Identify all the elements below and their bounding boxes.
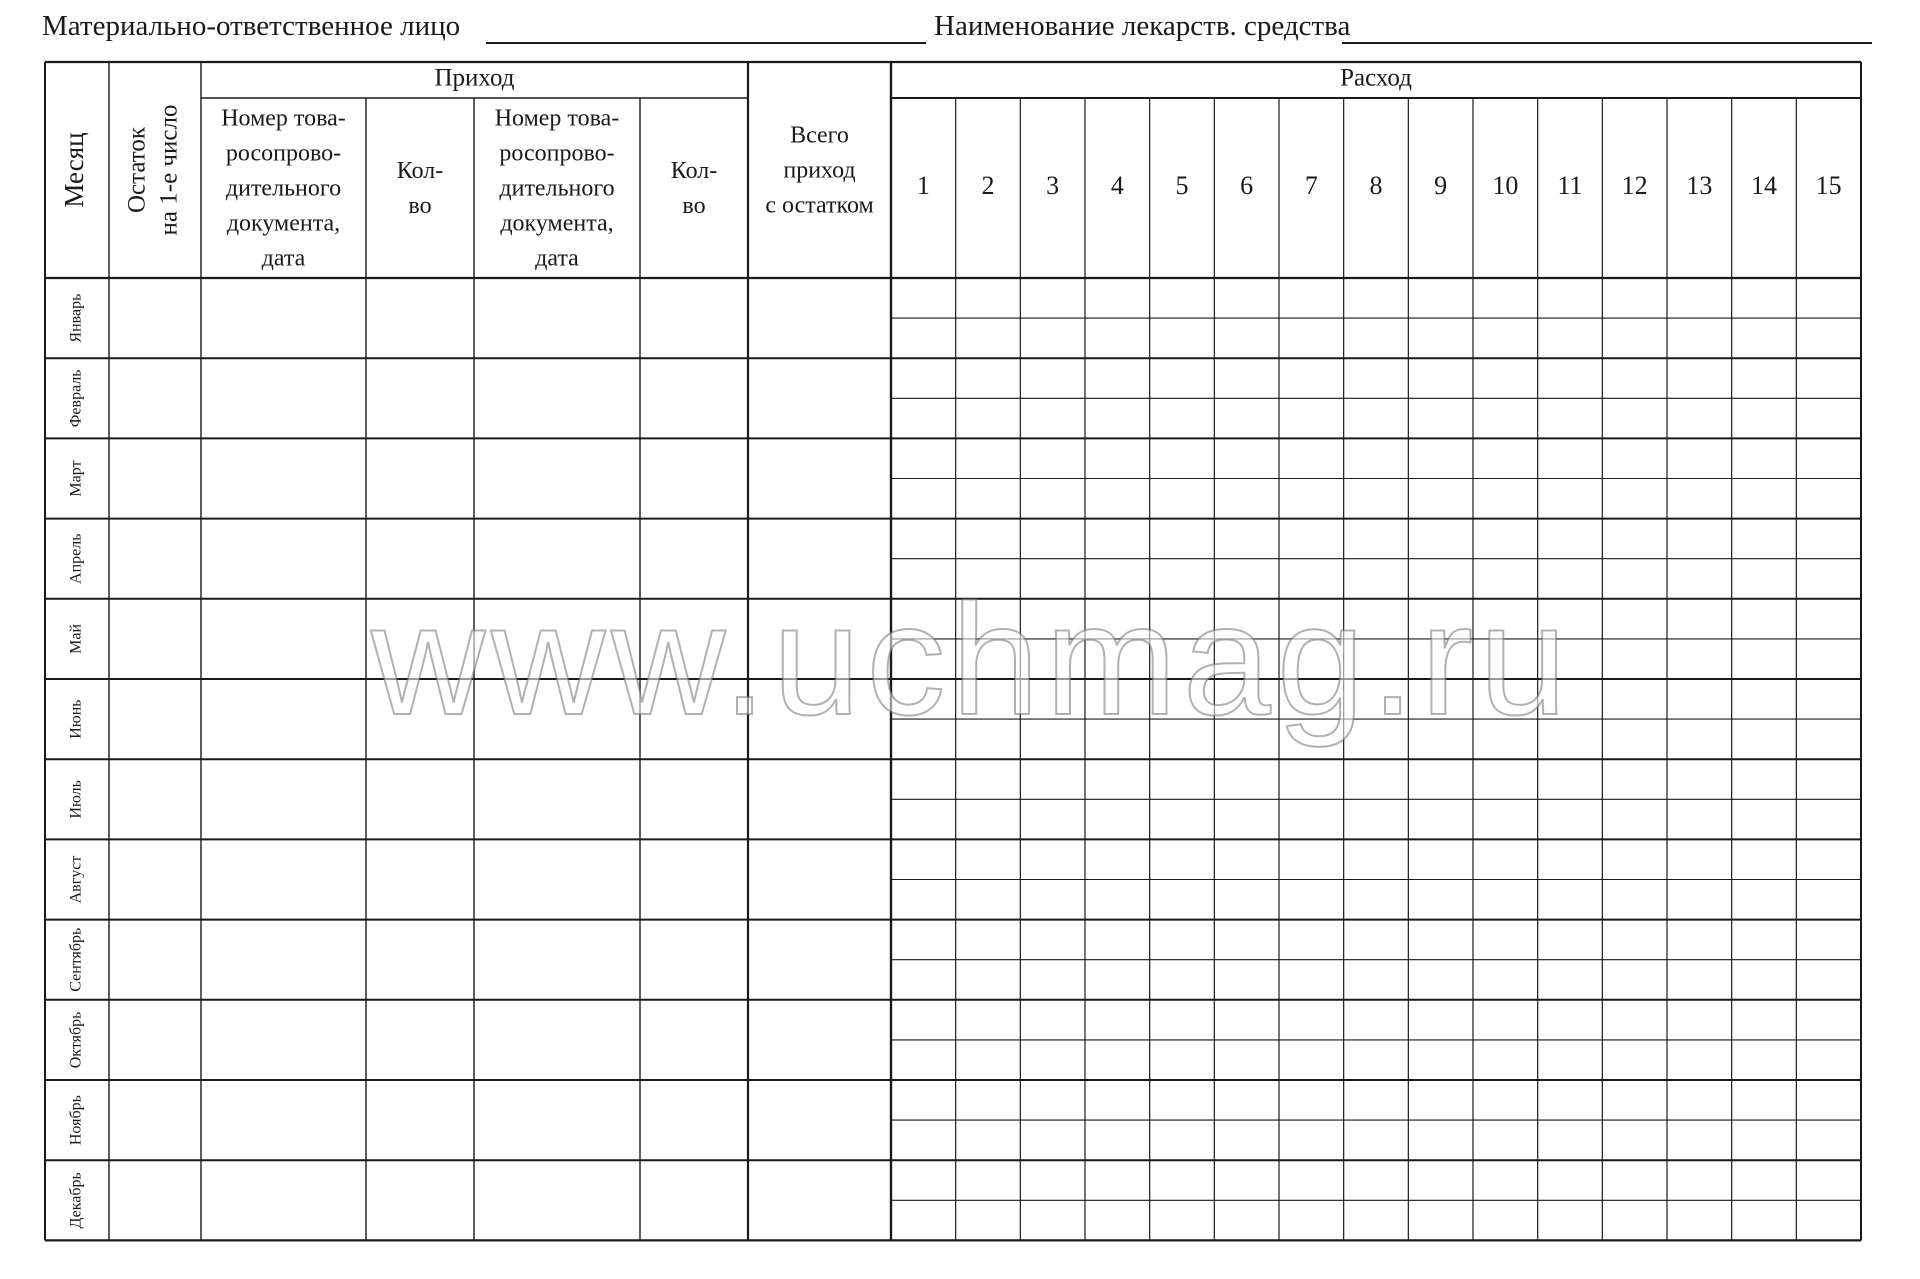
expense-column-number: 12: [1621, 170, 1648, 200]
expense-column-number: 1: [916, 170, 930, 200]
expense-column-number: 9: [1434, 170, 1448, 200]
doc-number-heading-1-line: Номер това-: [221, 105, 346, 132]
doc-number-heading-2-line: документа,: [500, 210, 614, 237]
doc-number-heading-2-line: Номер това-: [494, 105, 620, 132]
expense-column-number: 7: [1304, 170, 1318, 200]
month-label: Март: [67, 460, 85, 497]
expense-column-number: 4: [1110, 170, 1124, 200]
income-group-heading: Приход: [434, 64, 515, 92]
month-label: Август: [67, 855, 85, 904]
doc-number-heading-1-line: дата: [261, 245, 306, 272]
month-label: Январь: [67, 293, 85, 343]
doc-number-heading-1-line: дительного: [225, 175, 342, 202]
month-label: Июнь: [67, 699, 85, 739]
month-label: Декабрь: [67, 1172, 85, 1229]
expense-column-number: 3: [1046, 170, 1060, 200]
responsible-person-label: Материально-ответственное лицо: [42, 10, 461, 42]
expense-column-number: 6: [1240, 170, 1254, 200]
quantity-heading-2-line: во: [682, 193, 706, 220]
expense-column-number: 13: [1686, 170, 1713, 200]
drug-name-label: Наименование лекарств. средства: [934, 10, 1351, 42]
quantity-heading-1-line: во: [408, 193, 432, 220]
quantity-heading-1-line: Кол-: [396, 158, 444, 185]
expense-column-number: 10: [1492, 170, 1519, 200]
doc-number-heading-1-line: документа,: [226, 210, 341, 237]
total-income-heading-line: с остатком: [765, 192, 874, 219]
total-income-heading-line: Всего: [790, 122, 849, 149]
expense-column-number: 11: [1557, 170, 1583, 200]
month-label: Май: [67, 623, 85, 654]
doc-number-heading-1-line: росопрово-: [225, 140, 342, 167]
month-label: Июль: [67, 780, 85, 819]
doc-number-heading-2-line: росопрово-: [499, 140, 615, 167]
expense-column-number: 15: [1815, 170, 1842, 200]
doc-number-heading-2-line: дата: [535, 245, 579, 272]
month-label: Сентябрь: [67, 927, 85, 992]
expense-group-heading: Расход: [1340, 64, 1412, 92]
balance-column-heading-line: на 1-е число: [155, 104, 183, 236]
watermark: www.uchmag.ru: [371, 572, 1573, 748]
month-label: Апрель: [67, 533, 85, 584]
expense-column-number: 5: [1175, 170, 1189, 200]
expense-column-number: 14: [1751, 170, 1777, 200]
month-label: Октябрь: [67, 1011, 85, 1069]
month-label: Февраль: [67, 369, 85, 428]
month-column-heading: Месяц: [59, 132, 90, 208]
month-label: Ноябрь: [67, 1095, 85, 1146]
expense-column-number: 2: [981, 170, 995, 200]
quantity-heading-2-line: Кол-: [670, 158, 718, 185]
balance-column-heading-line: Остаток: [123, 126, 151, 214]
expense-column-number: 8: [1369, 170, 1383, 200]
doc-number-heading-2-line: дительного: [499, 175, 615, 202]
total-income-heading-line: приход: [783, 157, 856, 184]
